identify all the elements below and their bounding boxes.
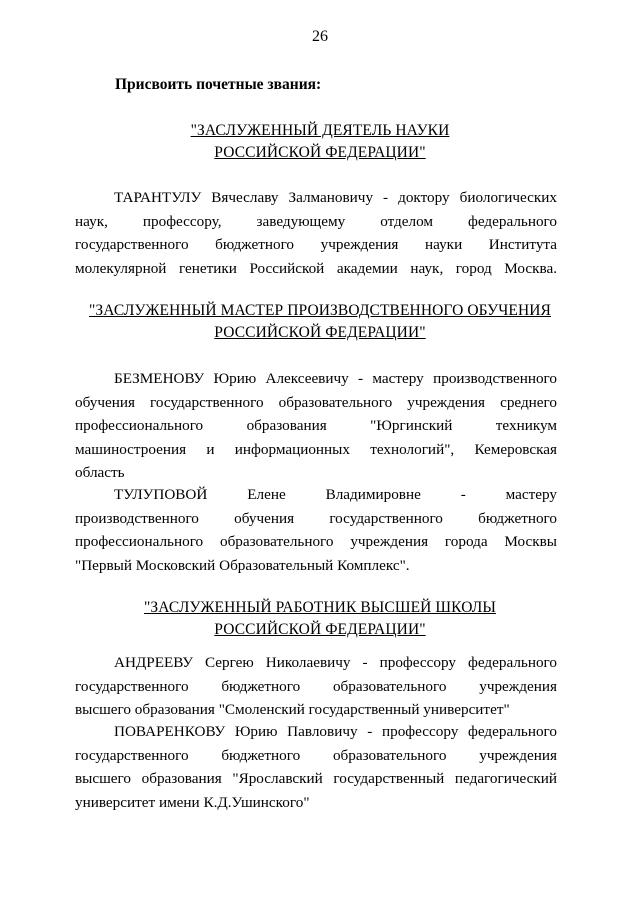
award-entry-bezmenov xyxy=(75,367,557,485)
section-title-line: РОССИЙСКОЙ ФЕДЕРАЦИИ" xyxy=(214,621,426,638)
entry-line: высшего образования "Смоленский государственный университет" xyxy=(75,701,510,718)
entry-line: производственного обучения государственного бюджетного xyxy=(75,509,557,527)
section-title-line: "ЗАСЛУЖЕННЫЙ МАСТЕР ПРОИЗВОДСТВЕННОГО ОБУЧЕНИЯ xyxy=(89,302,551,319)
entry-line: наук, профессору, заведующему отделом федерального xyxy=(75,212,557,230)
award-entry-andreev xyxy=(75,651,557,722)
section-title-higher-school xyxy=(0,597,640,641)
entry-line: область xyxy=(75,464,125,481)
entry-line: "Первый Московский Образовательный Комплекс". xyxy=(75,556,410,574)
section-title-line: РОССИЙСКОЙ ФЕДЕРАЦИИ" xyxy=(214,324,426,341)
section-title-line: "ЗАСЛУЖЕННЫЙ ДЕЯТЕЛЬ НАУКИ xyxy=(190,122,450,139)
entry-line: молекулярной генетики Российской академии наук, город Москва. xyxy=(75,259,557,277)
decree-heading: Присвоить почетные звания: xyxy=(115,76,322,93)
entry-line: ТАРАНТУЛУ Вячеславу Залмановичу - доктору биологических xyxy=(114,189,557,206)
entry-line: обучения государственного образовательного учреждения среднего xyxy=(75,393,557,411)
section-title-line: "ЗАСЛУЖЕННЫЙ РАБОТНИК ВЫСШЕЙ ШКОЛЫ xyxy=(144,599,496,616)
entry-line: БЕЗМЕНОВУ Юрию Алексеевичу - мастеру производственного xyxy=(114,370,557,387)
section-title-line: РОССИЙСКОЙ ФЕДЕРАЦИИ" xyxy=(214,144,426,161)
entry-line: университет имени К.Д.Ушинского" xyxy=(75,793,310,811)
entry-line: машиностроения и информационных технологий", Кемеровская xyxy=(75,440,557,458)
entry-line: ПОВАРЕНКОВУ Юрию Павловичу - профессору федерального xyxy=(114,723,557,740)
award-entry-tarantul xyxy=(75,186,557,280)
page-number: 26 xyxy=(312,28,328,45)
entry-line: государственного бюджетного образовательного учреждения xyxy=(75,677,557,695)
award-entry-tulupova xyxy=(75,483,557,577)
award-entry-povarenkov xyxy=(75,720,557,814)
entry-line: ТУЛУПОВОЙ Елене Владимировне - мастеру xyxy=(114,486,557,503)
entry-line: государственного бюджетного образовательного учреждения xyxy=(75,746,557,764)
entry-line: высшего образования "Ярославский государственный педагогический xyxy=(75,770,557,787)
entry-line: АНДРЕЕВУ Сергею Николаевичу - профессору федерального xyxy=(114,654,557,671)
entry-line: профессионального образования "Юргинский техникум xyxy=(75,417,557,434)
section-title-master xyxy=(0,300,640,344)
section-title-science xyxy=(0,120,640,164)
entry-line: профессионального образовательного учреждения города Москвы xyxy=(75,533,557,550)
entry-line: государственного бюджетного учреждения науки Института xyxy=(75,236,557,253)
